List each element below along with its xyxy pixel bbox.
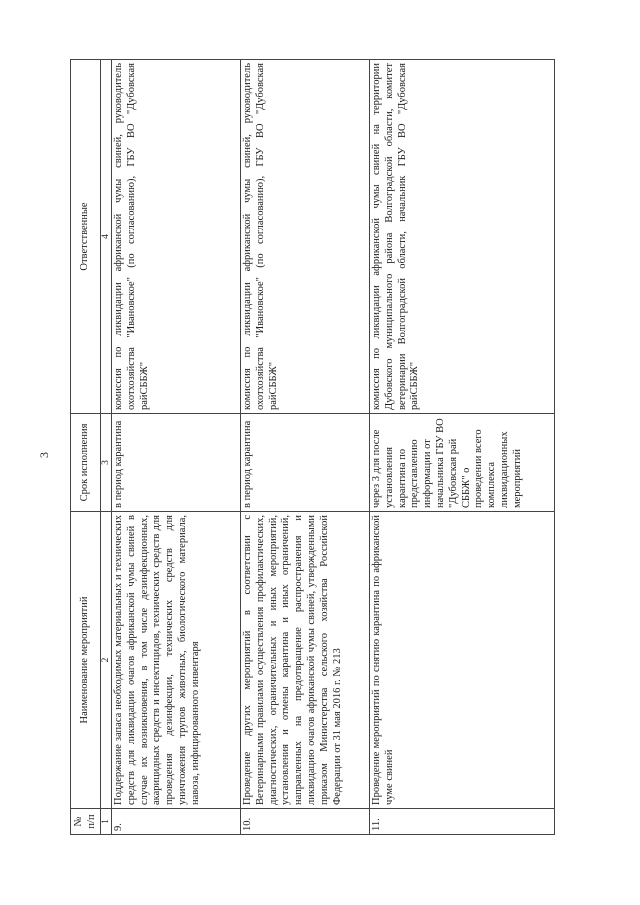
header-responsible: Ответственные: [71, 60, 101, 414]
measure-term: в период карантина: [241, 414, 370, 512]
measure-responsible: комиссия по ликвидации африканской чумы свиней, руководитель охотхозяйства "Ивановское" (по согласованию), ГБУ ВО "Дубовская райСББЖ": [241, 60, 370, 414]
page-number: 3: [37, 452, 51, 458]
column-number: 2: [101, 512, 112, 809]
table-row: [241, 60, 370, 835]
row-number: 9.: [112, 809, 241, 835]
row-number: 11.: [370, 809, 555, 835]
table-header-row: [71, 60, 101, 835]
row-number: 10.: [241, 809, 370, 835]
table-row: [370, 60, 555, 835]
column-number: 4: [101, 60, 112, 414]
measure-term: через 3 для после установления карантина по представлению информации от начальника ГБУ ВО "Дубовская рай СББЖ" о проведении всего комплекса ликвидационных мероприятий: [370, 414, 555, 512]
column-number: 1: [101, 809, 112, 835]
measure-term: в период карантина: [112, 414, 241, 512]
header-num: № п/п: [71, 809, 101, 835]
column-number-row: [101, 60, 112, 835]
rotated-table-wrapper: [70, 60, 570, 835]
measure-name: Поддержание запаса необходимых материальных и технических средств для ликвидации очагов африканской чумы свиней в случае их возникновения, в том числе дезинфекционных, акарицидных средств и инсектицидов, технических средств для проведения дезинфекции, технических средств для уничтожения трупов животных, биологического материала, навоза, инфицированного инвентаря: [112, 512, 241, 809]
header-name: Наименование мероприятий: [71, 512, 101, 809]
measure-name: Проведение других мероприятий в соответствии с Ветеринарными правилами осуществления профилактических, диагностических, ограничительных и иных мероприятий, установления и отмены карантина и иных ограничений, направленных на предотвращение распространения и ликвидацию очагов африканской чумы свиней, утвержденными приказом Министерства сельского хозяйства Российской Федерации от 31 мая 2016 г. № 213: [241, 512, 370, 809]
column-number: 3: [101, 414, 112, 512]
measures-table: [70, 59, 555, 835]
table-row: [112, 60, 241, 835]
measure-responsible: комиссия по ликвидации африканской чумы свиней на территории Дубовского муниципального района Волгоградской области, комитет ветеринарии Волгоградской области, начальник ГБУ ВО "Дубовская райСББЖ": [370, 60, 555, 414]
header-term: Срок исполнения: [71, 414, 101, 512]
measure-name: Проведение мероприятий по снятию карантина по африканской чуме свиней: [370, 512, 555, 809]
measure-responsible: комиссия по ликвидации африканской чумы свиней, руководитель охотхозяйства "Ивановское" (по согласованию), ГБУ ВО "Дубовская райСББЖ": [112, 60, 241, 414]
